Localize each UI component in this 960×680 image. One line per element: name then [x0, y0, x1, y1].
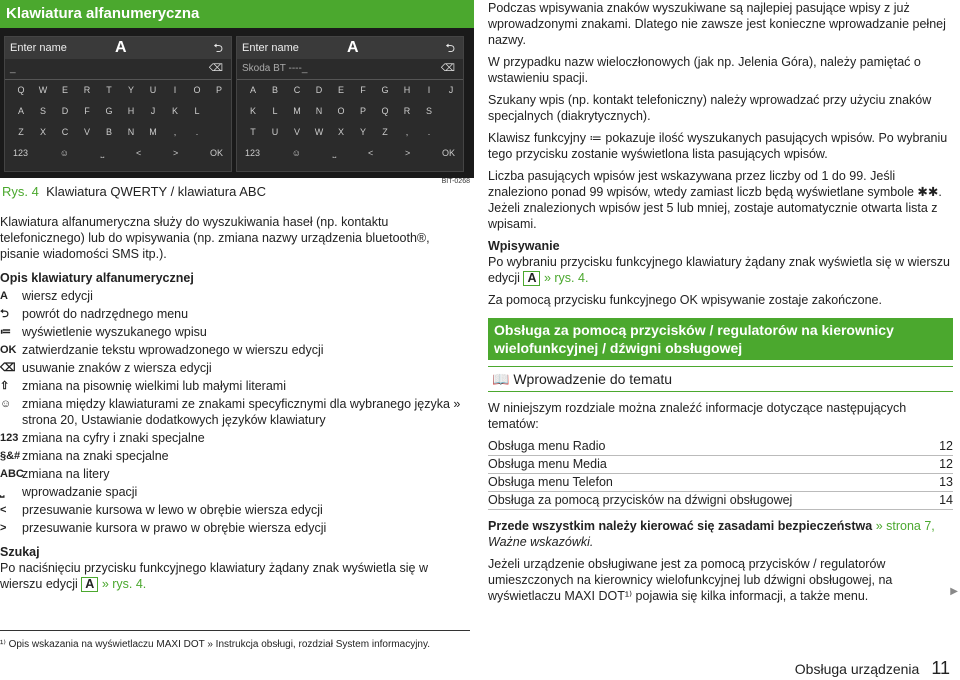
legend-icon: OK: [0, 344, 17, 356]
key: E: [61, 85, 68, 95]
legend-item: [0, 396, 470, 428]
key: N: [127, 127, 135, 137]
key: T: [250, 127, 256, 137]
legend-text: przesuwanie kursora w prawo w obrębie wiersza edycji: [22, 521, 327, 535]
key: .: [427, 127, 431, 137]
para-6: Za pomocą przycisku funkcyjnego OK wpisywanie zostaje zakończone.: [488, 293, 882, 307]
legend-item: [0, 288, 470, 304]
legend-icon: ⎵: [0, 486, 5, 498]
legend-icon: <: [0, 504, 7, 516]
page-footer: Obsługa urządzenia 11: [794, 658, 950, 678]
legend-item: [0, 520, 470, 536]
key: U: [271, 127, 279, 137]
function-key: >: [404, 148, 411, 158]
footnote: ¹⁾ Opis wskazania na wyświetlaczu MAXI DOT » Instrukcja obsługi, rozdział System informacyjny.: [0, 630, 470, 653]
keyboard-header: [237, 37, 463, 59]
legend-text: wyświetlenie wyszukanego wpisu: [22, 325, 207, 339]
continue-arrow-icon: ▶: [950, 586, 958, 597]
para-1: Podczas wpisywania znaków wyszukiwane są najlepiej pasujące wpisy z już wprowadzonymi znakami. Dlatego nie zawsze jest konieczne wprowadzanie pełnej nazwy.: [488, 1, 946, 47]
legend-text: zmiana między klawiaturami ze znakami specyficznymi dla wybranego języka » strona 20, Ustawianie dodatkowych języków klawiatury: [22, 397, 461, 427]
function-key: ⎵: [100, 148, 105, 158]
key: F: [84, 106, 90, 116]
para-2: W przypadku nazw wieloczłonowych (jak np. Jelenia Góra), należy pamiętać o wstawieniu spacji.: [488, 55, 921, 85]
key: X: [39, 127, 46, 137]
keyboard-header: [5, 37, 231, 59]
key: H: [127, 106, 135, 116]
legend-text: wprowadzanie spacji: [22, 485, 138, 499]
key: K: [249, 106, 256, 116]
toc-label: Obsługa za pomocą przycisków na dźwigni obsługowej: [488, 493, 793, 507]
opis-heading: Opis klawiatury alfanumerycznej: [0, 271, 194, 285]
legend-icon: ☺: [0, 398, 12, 410]
legend-icon: 123: [0, 432, 19, 444]
legend-item: [0, 466, 470, 482]
toc-item: [488, 492, 953, 510]
toc-page: 13: [939, 475, 953, 489]
function-key: >: [172, 148, 179, 158]
toc-intro: W niniejszym rozdziale można znaleźć informacje dotyczące następujących tematów:: [488, 401, 907, 431]
key-row: [237, 101, 463, 122]
legend-item: [0, 430, 470, 446]
para-4: Klawisz funkcyjny ≔ pokazuje ilość wyszukanych pasujących wpisów. Po wybraniu tego przycisku zostanie wyświetlona lista pasujących wpisów.: [488, 131, 948, 161]
legend-item: [0, 502, 470, 518]
legend-text: zmiana na znaki specjalne: [22, 449, 169, 463]
key: S: [39, 106, 46, 116]
back-icon: ⮌: [445, 41, 455, 55]
szukaj-heading: Szukaj: [0, 545, 40, 559]
key: .: [195, 127, 199, 137]
toc-label: Obsługa menu Telefon: [488, 475, 613, 489]
page-title: Klawiatura alfanumeryczna: [0, 0, 474, 28]
key: O: [193, 85, 201, 95]
key: C: [61, 127, 69, 137]
legend-text: powrót do nadrzędnego menu: [22, 307, 189, 321]
key: Q: [381, 106, 389, 116]
legend-text: zmiana na litery: [22, 467, 110, 481]
key: O: [337, 106, 345, 116]
figure-code: BIT-0268: [441, 178, 470, 185]
function-key: ⎵: [332, 148, 337, 158]
legend-item: [0, 306, 470, 322]
key: Z: [18, 127, 24, 137]
legend-item: [0, 484, 470, 500]
key: D: [315, 85, 323, 95]
legend-item: [0, 342, 470, 358]
key: K: [171, 106, 178, 116]
key: D: [61, 106, 69, 116]
delete-icon: ⌫: [440, 63, 455, 74]
function-key: 123: [245, 148, 261, 158]
legend-icon: ⌫: [0, 362, 16, 374]
para-7: Jeżeli urządzenie obsługiwane jest za pomocą przycisków / regulatorów umieszczonych na kierownicy wielofunkcyjnej lub dźwigni obsługowej, na wyświetlaczu MAXI DOT¹⁾ pojawia się kilka informacji, a także menu.: [488, 557, 893, 603]
function-key: OK: [441, 148, 455, 158]
key: ,: [173, 127, 177, 137]
key: C: [293, 85, 301, 95]
edit-field-value: Skoda BT ----_: [242, 63, 308, 74]
key-row: [5, 122, 231, 143]
szukaj-text: Po naciśnięciu przycisku funkcyjnego klawiatury żądany znak wyświetla się w wierszu edycji A » rys. 4.: [0, 561, 428, 591]
function-row: [5, 143, 231, 163]
legend-text: usuwanie znaków z wiersza edycji: [22, 361, 212, 375]
legend-item: [0, 378, 470, 394]
key: H: [403, 85, 411, 95]
key: R: [83, 85, 91, 95]
toc-label: Obsługa menu Radio: [488, 439, 606, 453]
toc-item: [488, 474, 953, 492]
key: ,: [405, 127, 409, 137]
legend-icon: ⇧: [0, 380, 10, 392]
legend-icon: >: [0, 522, 7, 534]
key: Q: [17, 85, 25, 95]
wpis-text: Po wybraniu przycisku funkcyjnego klawiatury żądany znak wyświetla się w wierszu edycji A » rys. 4.: [488, 255, 950, 285]
key: V: [293, 127, 300, 137]
key-row: [5, 101, 231, 122]
key: E: [337, 85, 344, 95]
edit-field: [237, 59, 463, 80]
figure-caption: Rys. 4 Klawiatura QWERTY / klawiatura ABC: [2, 184, 266, 199]
para-5: Liczba pasujących wpisów jest wskazywana przez liczby od 1 do 99. Jeśli znaleziono ponad 99 wpisów, wtedy zamiast liczb będą wyświetlane symbole ✱✱. Jeżeli znalezionych wpisów jest 5 lub mniej, zostaje automatycznie otwarta lista z wpisami.: [488, 169, 942, 231]
function-key: <: [368, 148, 374, 158]
legend-icon: A: [0, 290, 8, 302]
legend-icon: §&#: [0, 450, 21, 462]
subsection-title: 📖 Wprowadzenie do tematu: [488, 366, 953, 392]
legend-icon: ⮌: [0, 308, 9, 320]
edit-line-marker: A: [347, 39, 359, 56]
key: X: [337, 127, 344, 137]
key: M: [149, 127, 157, 137]
legend-list: [0, 288, 470, 536]
key: S: [425, 106, 432, 116]
key: N: [315, 106, 323, 116]
key-row: [237, 122, 463, 143]
toc-page: 14: [939, 493, 953, 507]
key: U: [149, 85, 157, 95]
key: Y: [127, 85, 134, 95]
function-key: ☺: [291, 148, 301, 158]
key: G: [381, 85, 389, 95]
key-row: [5, 80, 231, 101]
key: B: [271, 85, 278, 95]
legend-text: wiersz edycji: [22, 289, 93, 303]
keyboard-figure: [0, 28, 474, 185]
key: V: [83, 127, 90, 137]
function-key: OK: [209, 148, 223, 158]
left-column: [0, 214, 470, 592]
key: R: [403, 106, 411, 116]
key: L: [194, 106, 200, 116]
key: P: [215, 85, 222, 95]
para-3: Szukany wpis (np. kontakt telefoniczny) należy wprowadzać przy użyciu znaków specjalnych (diakrytycznych).: [488, 93, 932, 123]
safety-text: Przede wszystkim należy kierować się zasadami bezpieczeństwa » strona 7, Ważne wskazówki.: [488, 519, 935, 549]
header-text: Enter name: [10, 42, 67, 54]
toc-item: [488, 456, 953, 474]
key: T: [106, 85, 112, 95]
legend-text: przesuwanie kursowa w lewo w obrębie wiersza edycji: [22, 503, 323, 517]
legend-item: [0, 324, 470, 340]
key-row: [237, 80, 463, 101]
key: Z: [382, 127, 388, 137]
key: J: [150, 106, 156, 116]
key: A: [249, 85, 256, 95]
edit-field-value: _: [10, 63, 16, 74]
header-text: Enter name: [242, 42, 299, 54]
legend-text: zmiana na cyfry i znaki specjalne: [22, 431, 205, 445]
edit-line-marker: A: [115, 39, 127, 56]
function-row: [237, 143, 463, 163]
right-column: [488, 0, 953, 610]
back-icon: ⮌: [213, 41, 223, 55]
key: F: [360, 85, 366, 95]
intro-text: Klawiatura alfanumeryczna służy do wyszukiwania haseł (np. kontaktu telefonicznego) lub do wpisywania (np. zmiana nazwy urządzenia bluetooth®, pisanie wiadomości SMS itp.).: [0, 215, 430, 261]
toc-label: Obsługa menu Media: [488, 457, 607, 471]
delete-icon: ⌫: [208, 63, 223, 74]
key: P: [359, 106, 366, 116]
function-key: ☺: [59, 148, 69, 158]
key: L: [272, 106, 278, 116]
toc-page: 12: [939, 457, 953, 471]
key: M: [293, 106, 301, 116]
legend-icon: ABC: [0, 468, 24, 480]
function-key: <: [136, 148, 142, 158]
function-key: 123: [13, 148, 29, 158]
key: I: [173, 85, 177, 95]
key: J: [448, 85, 454, 95]
toc-item: [488, 438, 953, 456]
legend-item: [0, 360, 470, 376]
key: Y: [359, 127, 366, 137]
qwerty-keyboard: [4, 36, 232, 172]
wpis-heading: Wpisywanie: [488, 239, 560, 253]
legend-icon: ≔: [0, 326, 11, 338]
legend-text: zatwierdzanie tekstu wprowadzonego w wierszu edycji: [22, 343, 324, 357]
edit-field: [5, 59, 231, 80]
key: B: [105, 127, 112, 137]
key: I: [427, 85, 431, 95]
key: A: [17, 106, 24, 116]
key: W: [38, 85, 48, 95]
abc-keyboard: [236, 36, 464, 172]
toc-page: 12: [939, 439, 953, 453]
legend-item: [0, 448, 470, 464]
key: W: [314, 127, 324, 137]
section-title: Obsługa za pomocą przycisków / regulatorów na kierownicy wielofunkcyjnej / dźwigni obsługowej: [488, 318, 953, 360]
legend-text: zmiana na pisownię wielkimi lub małymi literami: [22, 379, 286, 393]
toc-list: [488, 438, 953, 510]
key: G: [105, 106, 113, 116]
